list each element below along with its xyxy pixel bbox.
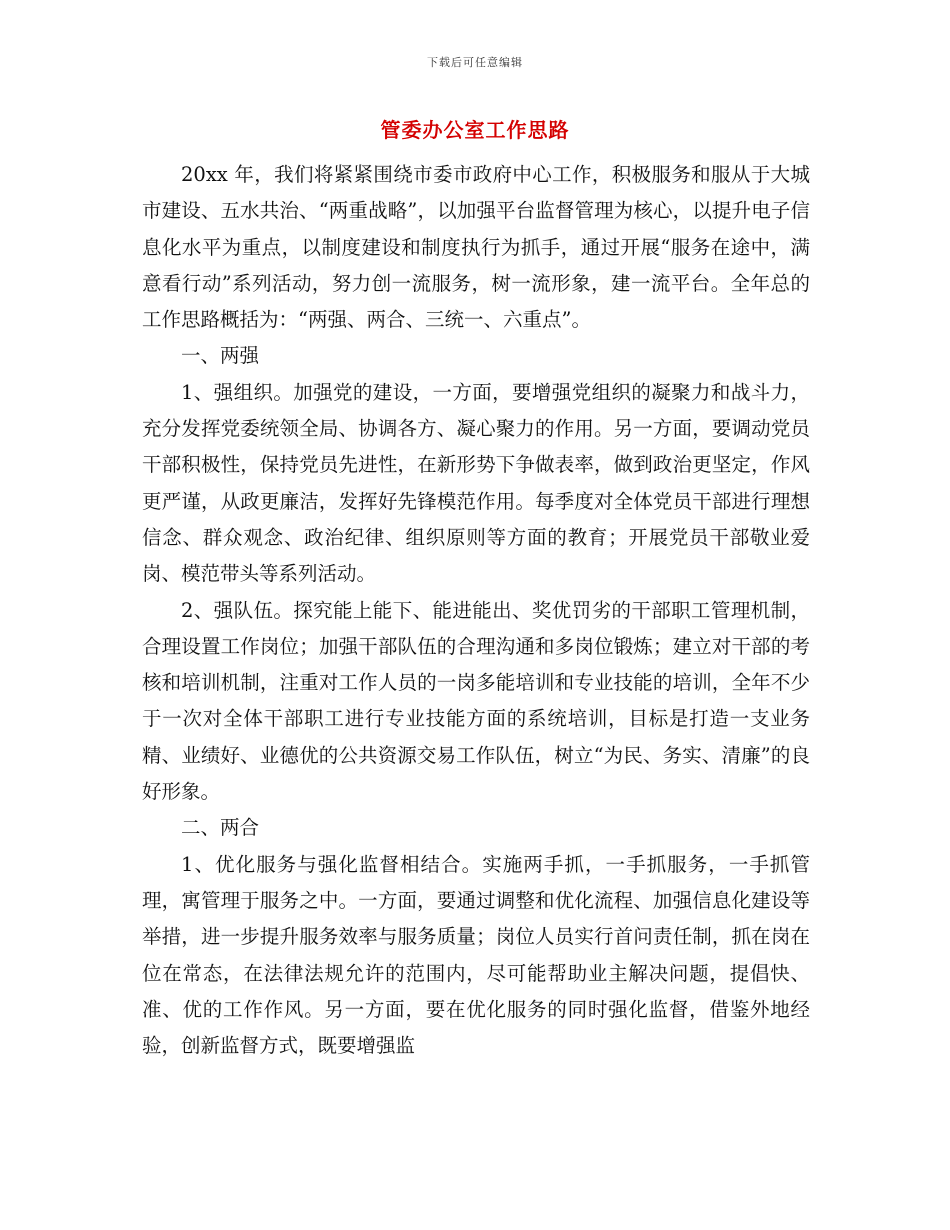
section-heading-liangqiang: 一、两强 [181, 344, 260, 368]
document-title: 管委办公室工作思路 [380, 118, 570, 142]
paragraph-service-supervision: 1、优化服务与强化监督相结合。实施两手抓，一手抓服务，一手抓管理，寓管理于服务之中。一方面，要通过调整和优化流程、加强信息化建设等举措，进一步提升服务效率与服务质量；岗位人员实行首问责任制，抓在岗在位在常态，在法律法规允许的范围内，尽可能帮助业主解决问题，提倡快、准、优的工作作风。另一方面，要在优化服务的同时强化监督，借鉴外地经验，创新监督方式，既要增强监 [142, 852, 810, 1058]
header-note: 下载后可任意编辑 [427, 56, 523, 69]
paragraph-strengthen-organization: 1、强组织。加强党的建设，一方面，要增强党组织的凝聚力和战斗力，充分发挥党委统领全局、协调各方、凝心聚力的作用。另一方面，要调动党员干部积极性，保持党员先进性，在新形势下争做表率，做到政治更坚定，作风更严谨，从政更廉洁，发挥好先锋模范作用。每季度对全体党员干部进行理想信念、群众观念、政治纪律、组织原则等方面的教育；开展党员干部敬业爱岗、模范带头等系列活动。 [142, 380, 810, 586]
document-body [142, 157, 810, 1064]
section-heading-lianghe: 二、两合 [181, 816, 260, 840]
paragraph-intro: 20xx 年，我们将紧紧围绕市委市政府中心工作，积极服务和服从于大城市建设、五水共治、“两重战略”，以加强平台监督管理为核心，以提升电子信息化水平为重点，以制度建设和制度执行为抓手，通过开展“服务在途中，满意看行动”系列活动，努力创一流服务，树一流形象，建一流平台。全年总的工作思路概括为：“两强、两合、三统一、六重点”。 [142, 163, 810, 332]
paragraph-strengthen-team: 2、强队伍。探究能上能下、能进能出、奖优罚劣的干部职工管理机制，合理设置工作岗位；加强干部队伍的合理沟通和多岗位锻炼；建立对干部的考核和培训机制，注重对工作人员的一岗多能培训和专业技能的培训，全年不少于一次对全体干部职工进行专业技能方面的系统培训，目标是打造一支业务精、业绩好、业德优的公共资源交易工作队伍，树立“为民、务实、清廉”的良好形象。 [142, 598, 810, 804]
